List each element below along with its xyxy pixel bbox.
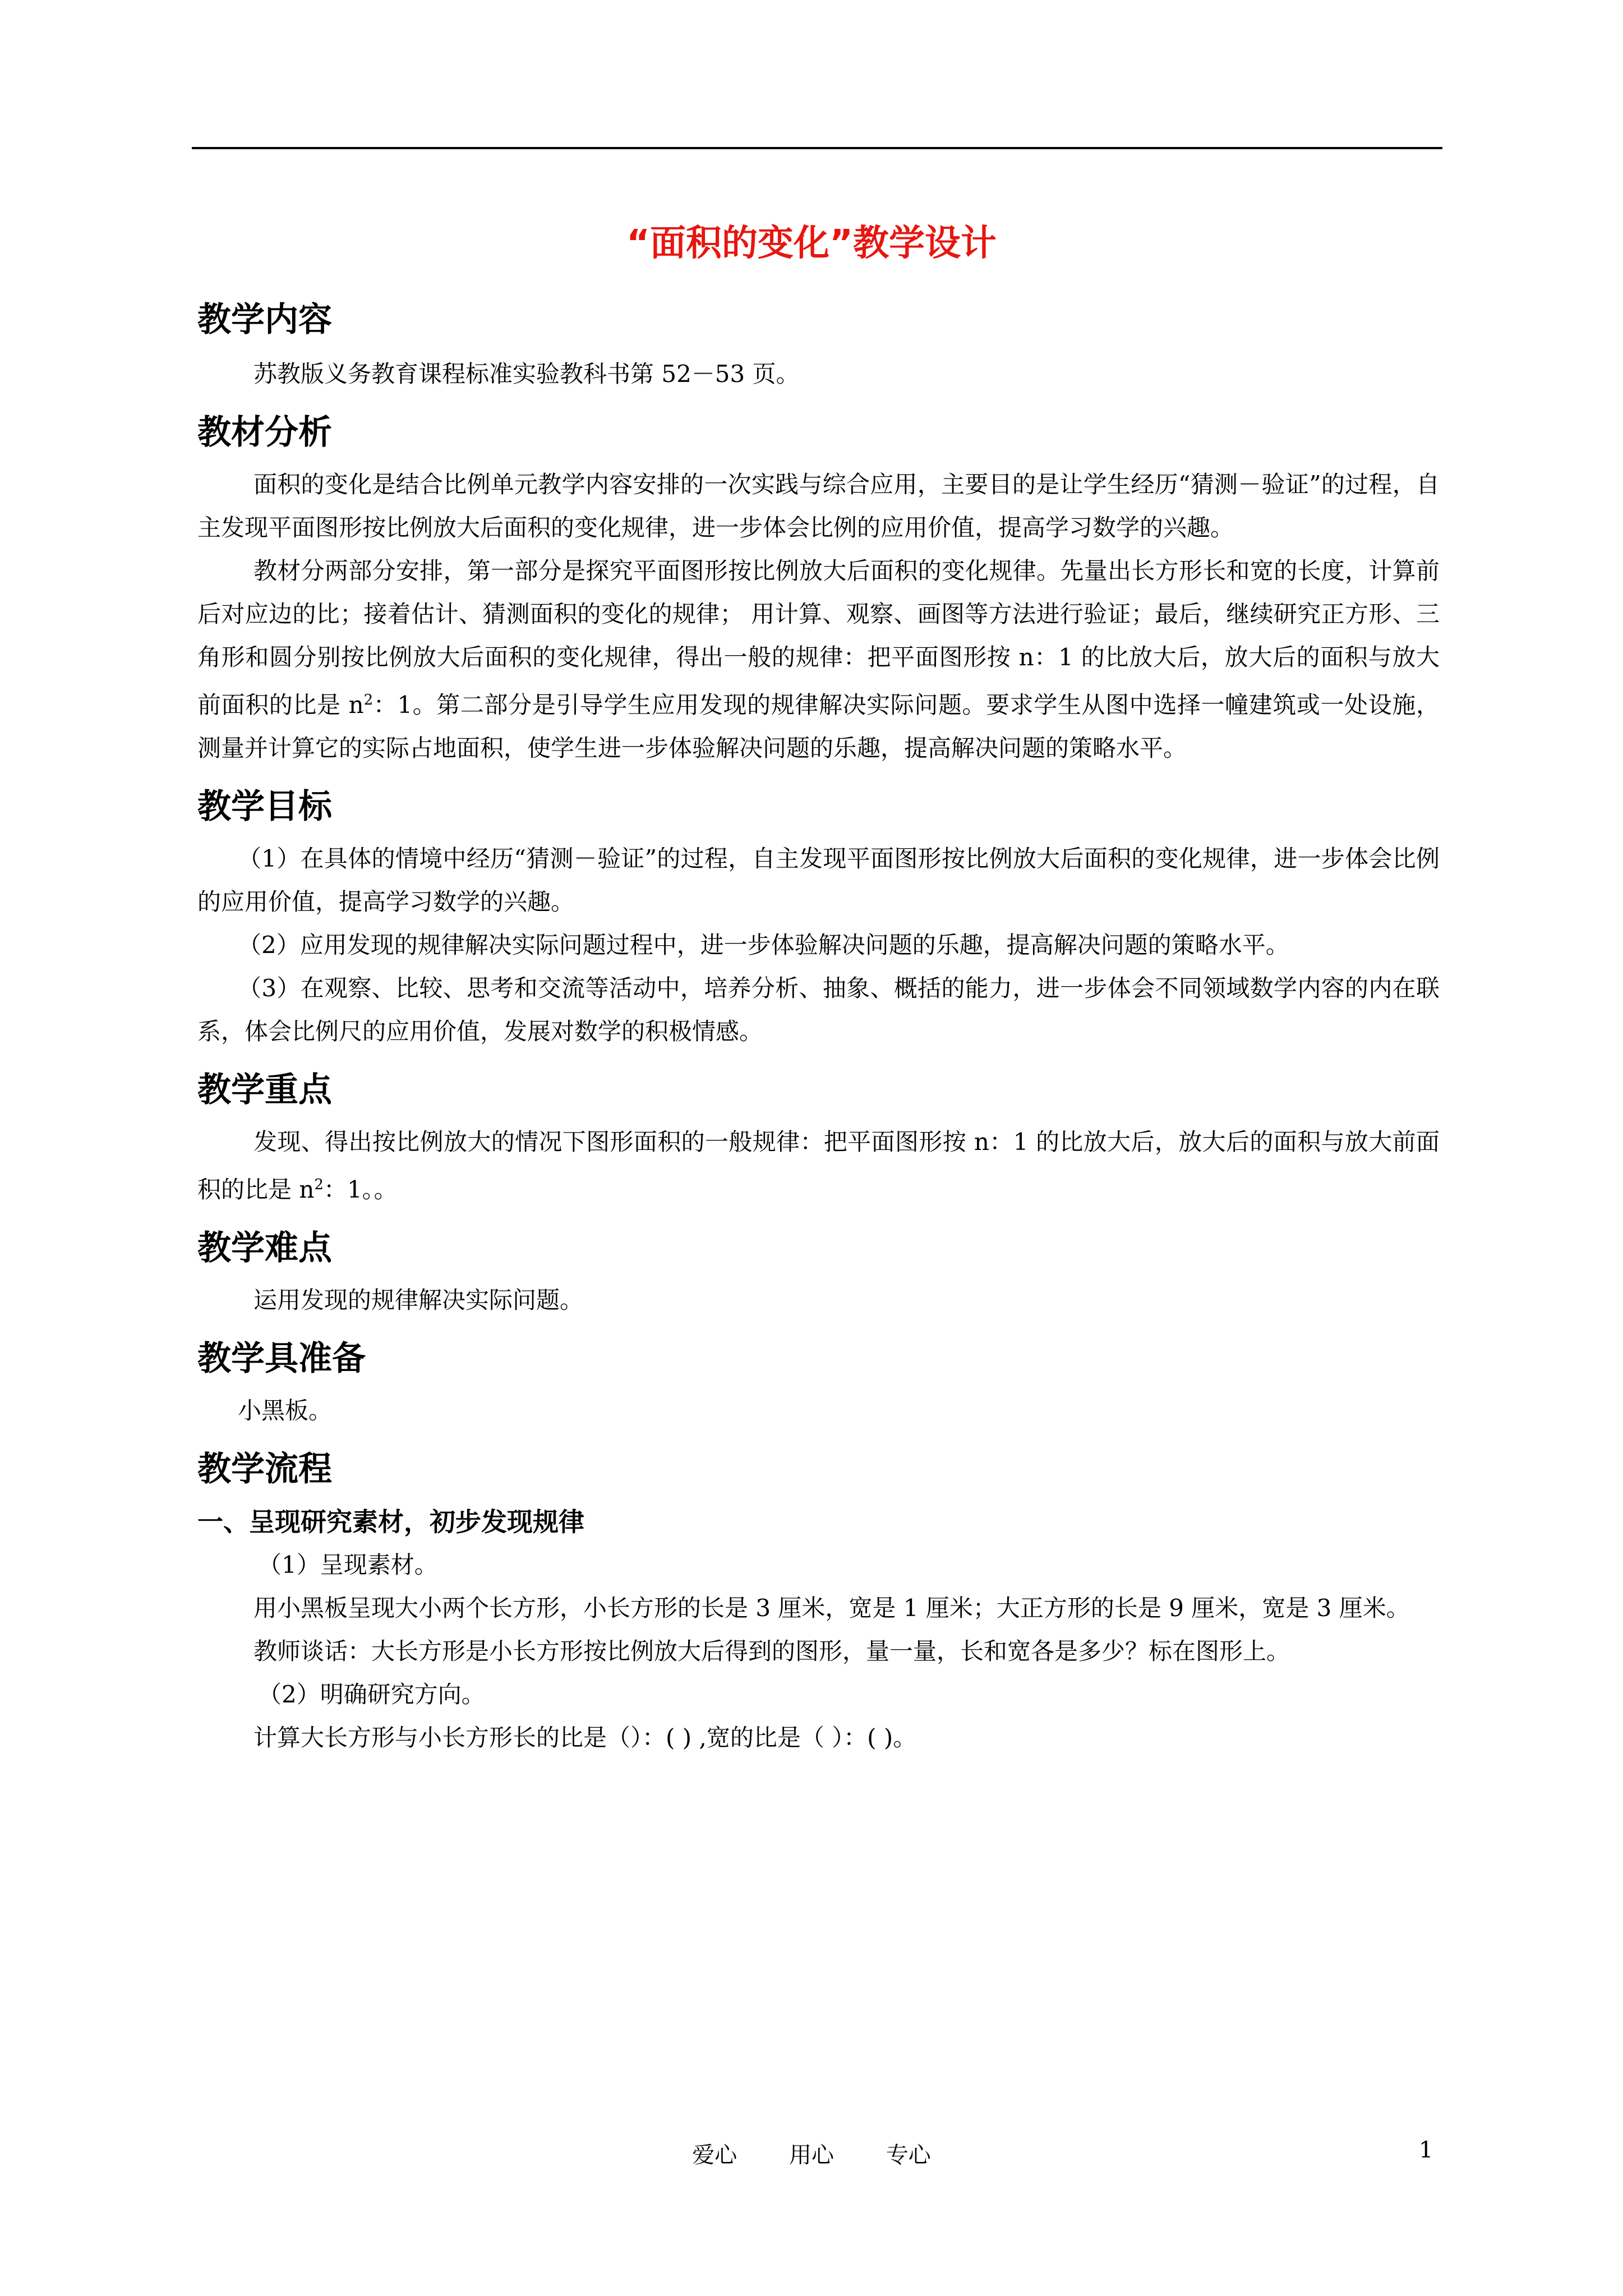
process-step-2: 用小黑板呈现大小两个长方形，小长方形的长是 3 厘米，宽是 1 厘米；大正方形的长是 9 厘米，宽是 3 厘米。 bbox=[253, 1594, 1410, 1622]
heading-prep: 教学具准备 bbox=[197, 1339, 366, 1378]
goal-2: （2）应用发现的规律解决实际问题过程中，进一步体验解决问题的乐趣，提高解决问题的策略水平。 bbox=[238, 931, 1289, 959]
page-number: 1 bbox=[1419, 2137, 1433, 2163]
goal-3: （3）在观察、比较、思考和交流等活动中，培养分析、抽象、概括的能力，进一步体会不同领域数学内容的内在联系，体会比例尺的应用价值，发展对数学的积极情感。 bbox=[197, 974, 1440, 1045]
footer-word-3: 专心 bbox=[886, 2142, 931, 2168]
difficulty-text: 运用发现的规律解决实际问题。 bbox=[253, 1286, 584, 1314]
prep-text: 小黑板。 bbox=[238, 1397, 333, 1424]
heading-process: 教学流程 bbox=[197, 1450, 332, 1489]
heading-difficulty: 教学难点 bbox=[197, 1228, 332, 1268]
heading-analysis: 教材分析 bbox=[197, 413, 332, 452]
process-step-5: 计算大长方形与小长方形长的比是（）：( ) ,宽的比是（ ）：( )。 bbox=[253, 1724, 917, 1751]
heading-goals: 教学目标 bbox=[197, 787, 332, 826]
analysis-p1: 面积的变化是结合比例单元教学内容安排的一次实践与综合应用，主要目的是让学生经历“猜测－验证”的过程，自主发现平面图形按比例放大后面积的变化规律，进一步体会比例的应用价值，提高学习数学的兴趣。 bbox=[197, 471, 1440, 541]
heading-key: 教学重点 bbox=[197, 1070, 332, 1110]
process-subheading-1: 一、呈现研究素材，初步发现规律 bbox=[197, 1507, 584, 1537]
process-step-1: （1）呈现素材。 bbox=[258, 1551, 438, 1579]
analysis-p2: 教材分两部分安排，第一部分是探究平面图形按比例放大后面积的变化规律。先量出长方形长和宽的长度，计算前后对应边的比；接着估计、猜测面积的变化的规律； 用计算、观察、画图等方法进行验证；最后，继续研究正方形、三角形和圆分别按比例放大后面积的变化规律，得出一般的规律：把平面图形按 n：1 的比放大后，放大后的面积与放大前面积的比是 $n^2$：1。第二部分是引导学生应用发现的规律解决实际问题。要求学生从图中选择一幢建筑或一处设施，测量并计算它的实际占地面积，使学生进一步体验解决问题的乐趣，提高解决问题的策略水平。 bbox=[197, 557, 1440, 762]
header-rule bbox=[192, 147, 1442, 149]
goal-1: （1）在具体的情境中经历“猜测－验证”的过程，自主发现平面图形按比例放大后面积的变化规律，进一步体会比例的应用价值，提高学习数学的兴趣。 bbox=[197, 845, 1440, 915]
process-step-4: （2）明确研究方向。 bbox=[258, 1681, 485, 1708]
process-step-3: 教师谈话：大长方形是小长方形按比例放大后得到的图形，量一量，长和宽各是多少？标在图形上。 bbox=[253, 1637, 1290, 1665]
document-title: “面积的变化”教学设计 bbox=[626, 223, 997, 264]
footer-word-2: 用心 bbox=[789, 2142, 834, 2168]
footer-motto bbox=[0, 2137, 1623, 2169]
content-text: 苏教版义务教育课程标准实验教科书第 52－53 页。 bbox=[253, 360, 800, 388]
key-text: 发现、得出按比例放大的情况下图形面积的一般规律：把平面图形按 n：1 的比放大后，放大后的面积与放大前面积的比是 $n^2$：1。。 bbox=[197, 1128, 1440, 1203]
document-body bbox=[197, 297, 1440, 1759]
footer-word-1: 爱心 bbox=[692, 2142, 737, 2168]
heading-content: 教学内容 bbox=[197, 300, 332, 339]
